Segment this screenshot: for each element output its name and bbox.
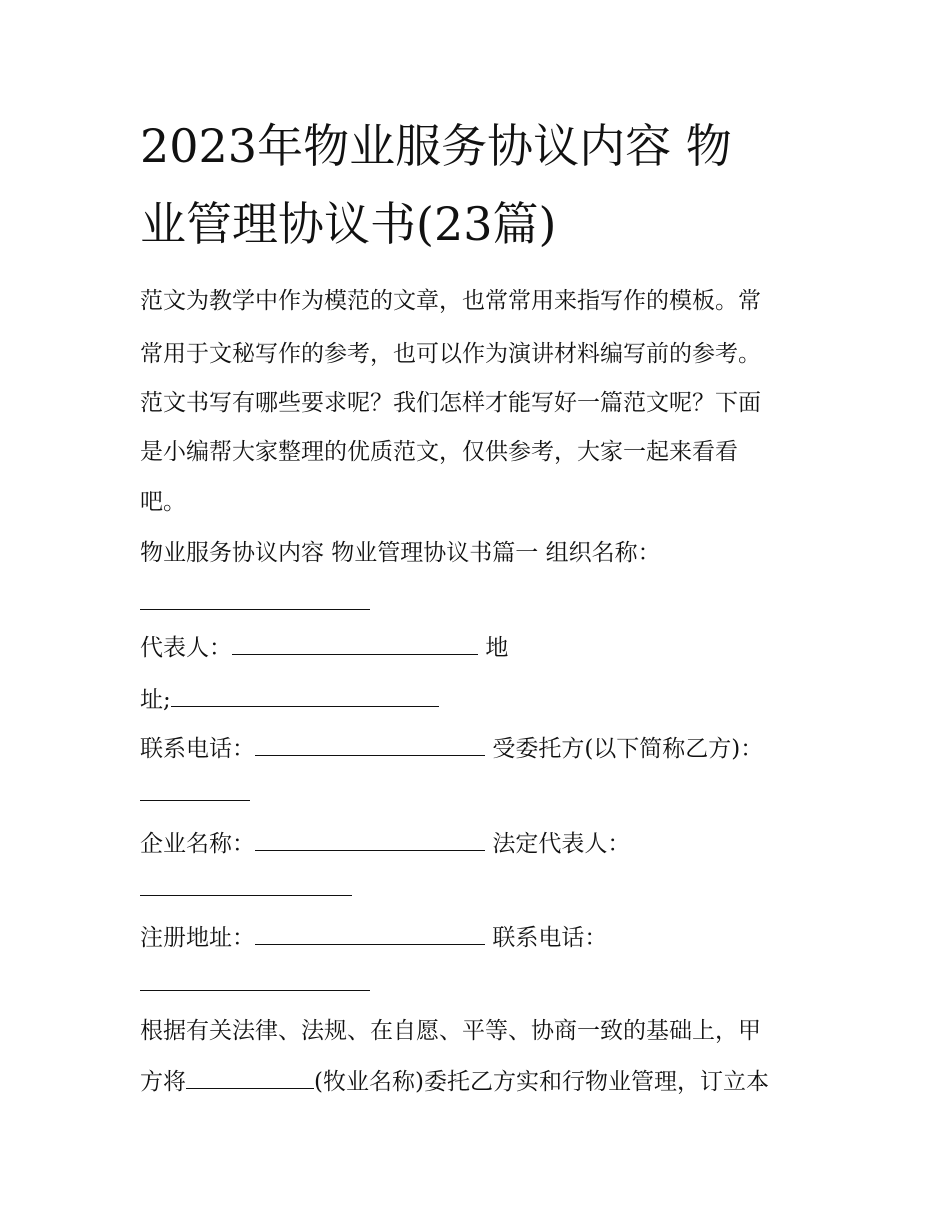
intro-line-1: 范文为教学中作为模范的文章，也常常用来指写作的模板。常 — [140, 288, 761, 314]
representative-label: 代表人： — [140, 635, 232, 661]
title-line-2-text: 业管理协议书(23篇) — [140, 197, 557, 251]
contact-phone-label-2: 联系电话： — [492, 925, 608, 951]
title-line-1-text: 2023年物业服务协议内容 物 — [140, 119, 732, 173]
address-line — [140, 684, 439, 715]
document-title-line-2 — [140, 197, 820, 251]
pasture-name-blank — [186, 1066, 314, 1089]
registered-address-label: 注册地址： — [140, 925, 255, 951]
registered-address-line — [140, 922, 607, 953]
contact-phone-blank-line-2 — [140, 968, 370, 999]
intro-line-2: 常用于文秘写作的参考，也可以作为演讲材料编写前的参考。 — [140, 341, 761, 367]
org-name-blank-line — [140, 587, 370, 618]
company-name-label: 企业名称： — [140, 831, 255, 857]
party-b-label: 受委托方(以下简称乙方)： — [492, 736, 764, 762]
body-line-2 — [140, 1066, 769, 1097]
body-line-1: 根据有关法律、法规、在自愿、平等、协商一致的基础上，甲 — [140, 1018, 761, 1044]
contact-phone-label: 联系电话： — [140, 736, 255, 762]
org-name-blank — [140, 587, 370, 610]
document-title-line-1 — [140, 119, 820, 173]
representative-blank — [232, 632, 478, 655]
intro-line-5: 吧。 — [140, 489, 186, 515]
address-label-part1: 地 — [485, 635, 509, 661]
representative-line — [140, 632, 508, 663]
legal-rep-label: 法定代表人： — [492, 831, 631, 857]
company-name-line — [140, 828, 630, 859]
contact-phone-blank — [255, 733, 485, 756]
contact-party-b-line — [140, 733, 763, 764]
party-b-blank-line — [140, 778, 250, 809]
party-b-blank — [140, 778, 250, 801]
legal-rep-blank — [140, 873, 352, 896]
company-name-blank — [255, 828, 485, 851]
legal-rep-blank-line — [140, 873, 352, 904]
section-heading: 物业服务协议内容 物业管理协议书篇一 组织名称： — [140, 540, 661, 566]
intro-line-4: 是小编帮大家整理的优质范文，仅供参考，大家一起来看看 — [140, 439, 738, 465]
registered-address-blank — [255, 922, 485, 945]
body-line-2-post: (牧业名称)委托乙方实和行物业管理，订立本 — [314, 1069, 769, 1095]
address-label-part2: 址; — [140, 687, 171, 713]
intro-line-3: 范文书写有哪些要求呢？我们怎样才能写好一篇范文呢？下面 — [140, 390, 761, 416]
contact-phone-blank-2 — [140, 968, 370, 991]
address-blank — [171, 684, 439, 707]
body-line-2-pre: 方将 — [140, 1069, 186, 1095]
